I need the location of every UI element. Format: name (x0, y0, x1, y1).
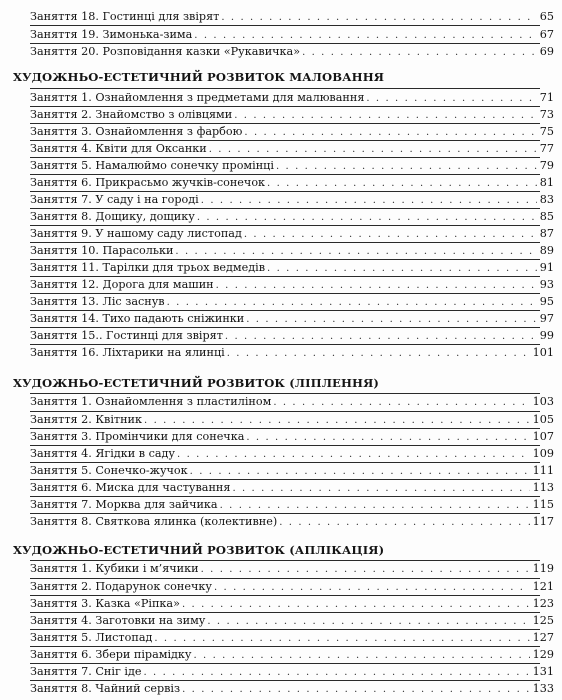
page-number: 81 (539, 176, 554, 189)
dot-leader (232, 480, 529, 497)
entry-label: Заняття 9. У нашому саду листопад (30, 227, 242, 240)
toc-entry (30, 411, 554, 428)
entry-label: Заняття 6. Збери пірамідку (30, 648, 192, 661)
dot-leader (225, 328, 537, 345)
page-number: 133 (532, 682, 554, 695)
entry-label: Заняття 3. Казка «Ріпка» (30, 597, 180, 610)
page-number: 89 (539, 244, 554, 257)
dot-leader (276, 158, 537, 175)
toc-entry (30, 191, 554, 208)
page-number: 83 (539, 193, 554, 206)
entry-label: Заняття 3. Ознайомлення з фарбою (30, 125, 243, 138)
dot-leader (177, 446, 530, 463)
page-number: 85 (539, 210, 554, 223)
entry-label: Заняття 5. Сонечко-жучок (30, 464, 188, 477)
page-number: 93 (539, 278, 554, 291)
dot-leader (197, 209, 537, 226)
toc-entry (30, 43, 554, 60)
toc-entry (30, 106, 554, 123)
toc-entry (30, 26, 554, 43)
entry-label: Заняття 6. Прикрасьмо жучків-сонечок (30, 176, 266, 189)
toc-entry (30, 612, 554, 629)
entry-label: Заняття 10. Парасольки (30, 244, 174, 257)
page-number: 121 (532, 580, 554, 593)
entry-label: Заняття 1. Кубики і м’ячики (30, 562, 199, 575)
entry-label: Заняття 19. Зимонька-зима (30, 28, 193, 41)
dot-leader (221, 9, 536, 26)
entry-label: Заняття 7. Морква для зайчика (30, 498, 218, 511)
entry-label: Заняття 1. Ознайомлення з пластиліном (30, 395, 272, 408)
page-number: 97 (539, 312, 554, 325)
page-number: 127 (532, 631, 554, 644)
page-number: 91 (539, 261, 554, 274)
page-number: 99 (539, 329, 554, 342)
toc-entry (30, 89, 554, 106)
entry-label: Заняття 20. Розповідання казки «Рукавичка» (30, 45, 301, 58)
entry-label: Заняття 2. Знайомство з олівцями (30, 108, 233, 121)
entry-label: Заняття 6. Миска для частування (30, 481, 231, 494)
entry-label: Заняття 1. Ознайомлення з предметами для малювання (30, 91, 365, 104)
dot-leader (167, 294, 537, 311)
toc-entry (30, 578, 554, 595)
page-number: 103 (532, 395, 554, 408)
page-number: 95 (539, 295, 554, 308)
page-number: 87 (539, 227, 554, 240)
dot-leader (144, 412, 530, 429)
page-number: 79 (539, 159, 554, 172)
page-number: 117 (532, 515, 554, 528)
entry-label: Заняття 7. У саду і на городі (30, 193, 199, 206)
dot-leader (216, 277, 537, 294)
toc-entry (30, 680, 554, 697)
dot-leader (273, 394, 529, 411)
toc-entry (30, 445, 554, 462)
toc-entry (30, 344, 554, 361)
entry-label: Заняття 16. Ліхтарики на ялинці (30, 346, 225, 359)
entry-label: Заняття 3. Промінчики для сонечка (30, 430, 245, 443)
dot-leader (209, 141, 537, 158)
dot-leader (154, 630, 529, 647)
toc-entry (30, 242, 554, 259)
page-number: 73 (539, 108, 554, 121)
toc-entry (30, 123, 554, 140)
toc-entry (30, 225, 554, 242)
section-heading: ХУДОЖНЬО-ЕСТЕТИЧНИЙ РОЗВИТОК (ЛІПЛЕННЯ) (13, 376, 380, 390)
section-heading: ХУДОЖНЬО-ЕСТЕТИЧНИЙ РОЗВИТОК МАЛОВАННЯ (13, 70, 385, 84)
page-number: 113 (532, 481, 554, 494)
page-number: 69 (539, 45, 554, 58)
page-number: 131 (532, 665, 554, 678)
entry-label: Заняття 2. Квітник (30, 413, 143, 426)
page-number: 71 (539, 91, 554, 104)
entry-label: Заняття 8. Святкова ялинка (колективне) (30, 515, 278, 528)
dot-leader (214, 579, 530, 596)
toc-entry (30, 428, 554, 445)
dot-leader (234, 107, 537, 124)
dot-leader (246, 429, 529, 446)
dot-leader (143, 664, 529, 681)
page-number: 101 (532, 346, 554, 359)
entry-label: Заняття 4. Ягідки в саду (30, 447, 176, 460)
page-number: 125 (532, 614, 554, 627)
entry-label: Заняття 8. Чайний сервіз (30, 682, 181, 695)
toc-entry (30, 327, 554, 344)
page-number: 77 (539, 142, 554, 155)
toc-entry (30, 595, 554, 612)
toc-entry (30, 513, 554, 530)
entry-label: Заняття 11. Тарілки для трьох ведмедів (30, 261, 266, 274)
entry-label: Заняття 5. Намалюймо сонечку промінці (30, 159, 274, 172)
entry-label: Заняття 5. Листопад (30, 631, 153, 644)
dot-leader (267, 175, 537, 192)
toc-entry (30, 310, 554, 327)
dot-leader (190, 463, 530, 480)
entry-label: Заняття 7. Сніг іде (30, 665, 142, 678)
entry-label: Заняття 15.. Гостинці для звірят (30, 329, 223, 342)
dot-leader (220, 497, 530, 514)
toc-entry (30, 208, 554, 225)
page-number: 107 (532, 430, 554, 443)
page-number: 109 (532, 447, 554, 460)
toc-entry (30, 276, 554, 293)
entry-label: Заняття 18. Гостинці для звірят (30, 10, 220, 23)
page-number: 67 (539, 28, 554, 41)
toc-entry (30, 157, 554, 174)
entry-label: Заняття 14. Тихо падають сніжинки (30, 312, 245, 325)
toc-entry (30, 646, 554, 663)
toc-entry (30, 140, 554, 157)
toc-entry (30, 663, 554, 680)
toc-entry (30, 174, 554, 191)
dot-leader (302, 44, 537, 61)
page-number: 75 (539, 125, 554, 138)
toc-entry (30, 462, 554, 479)
dot-leader (175, 243, 536, 260)
entry-label: Заняття 4. Квіти для Оксанки (30, 142, 207, 155)
entry-label: Заняття 13. Ліс заснув (30, 295, 165, 308)
page-number: 115 (532, 498, 554, 511)
toc-entry (30, 629, 554, 646)
page-number: 129 (532, 648, 554, 661)
entry-label: Заняття 2. Подарунок сонечку (30, 580, 212, 593)
page-number: 65 (539, 10, 554, 23)
dot-leader (201, 192, 537, 209)
toc-entry (30, 293, 554, 310)
page-number: 119 (532, 562, 554, 575)
entry-label: Заняття 8. Дощику, дощику (30, 210, 195, 223)
toc-entry (30, 560, 554, 577)
dot-leader (182, 681, 530, 698)
page-number: 123 (532, 597, 554, 610)
dot-leader (267, 260, 537, 277)
dot-leader (194, 27, 536, 44)
toc-entry (30, 8, 554, 25)
dot-leader (194, 647, 530, 664)
dot-leader (246, 311, 537, 328)
toc-entry (30, 393, 554, 410)
dot-leader (279, 514, 529, 531)
entry-label: Заняття 4. Заготовки на зиму (30, 614, 206, 627)
dot-leader (366, 90, 536, 107)
dot-leader (227, 345, 530, 362)
dot-leader (207, 613, 529, 630)
toc-entry (30, 259, 554, 276)
dot-leader (244, 226, 537, 243)
entry-label: Заняття 12. Дорога для машин (30, 278, 214, 291)
toc-entry (30, 496, 554, 513)
toc-entry (30, 479, 554, 496)
section-heading: ХУДОЖНЬО-ЕСТЕТИЧНИЙ РОЗВИТОК (АПЛІКАЦІЯ) (13, 543, 385, 557)
dot-leader (244, 124, 536, 141)
dot-leader (201, 561, 530, 578)
page-number: 105 (532, 413, 554, 426)
dot-leader (182, 596, 530, 613)
page-number: 111 (532, 464, 554, 477)
